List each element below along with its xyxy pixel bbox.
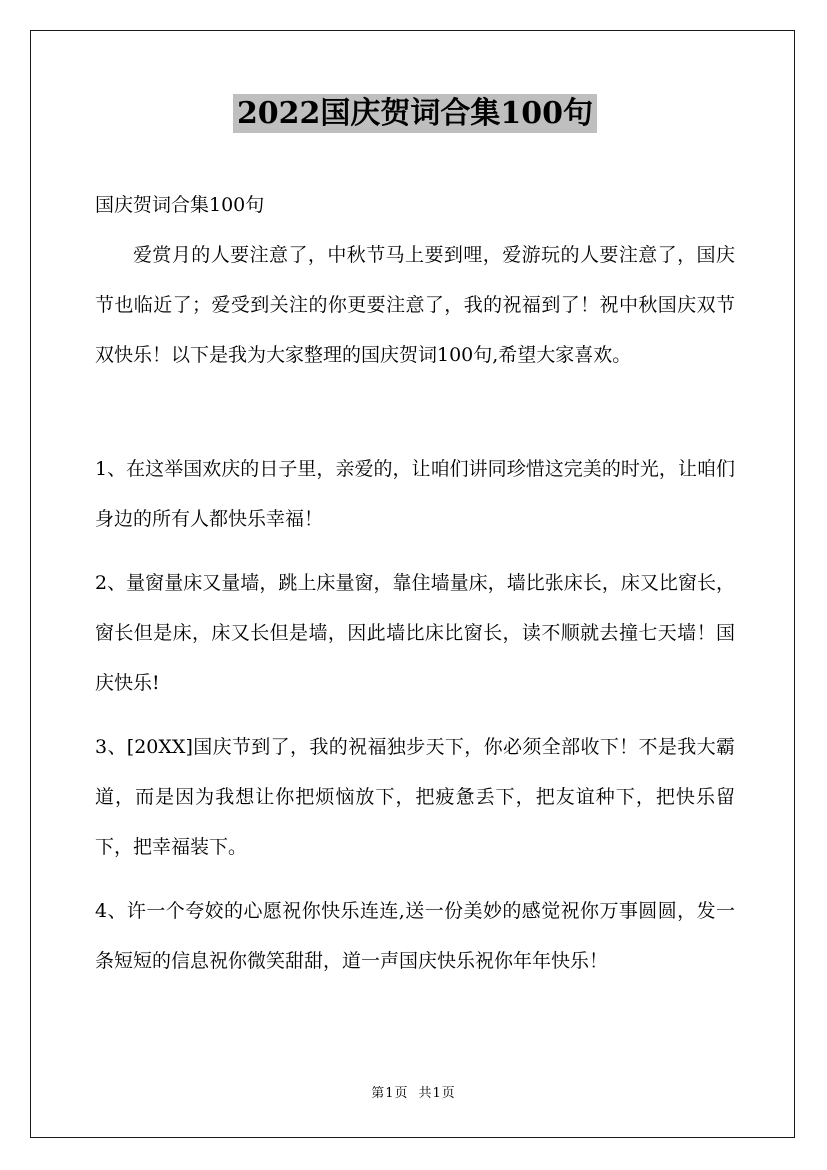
page-title-text: 2022国庆贺词合集100句 — [233, 94, 597, 133]
list-item-2: 2、量窗量床又量墙，跳上床量窗，靠住墙量床，墙比张床长，床又比窗长，窗长但是床，床又长但是墙，因此墙比床比窗长，读不顺就去撞七天墙！国庆快乐! — [95, 572, 735, 694]
page-footer — [0, 1082, 827, 1101]
intro-paragraph: 爱赏月的人要注意了，中秋节马上要到哩，爱游玩的人要注意了，国庆节也临近了；爱受到关注的你更要注意了，我的祝福到了！祝中秋国庆双节双快乐！以下是我为大家整理的国庆贺词100句,希望大家喜欢。 — [95, 244, 735, 366]
list-item-3: 3、[20XX]国庆节到了，我的祝福独步天下，你必须全部收下！不是我大霸道，而是因为我想让你把烦恼放下，把疲惫丢下，把友谊种下，把快乐留下，把幸福装下。 — [95, 736, 735, 858]
footer-total-pages: 共1页 — [418, 1086, 456, 1101]
page-title — [95, 92, 735, 136]
footer-page-number: 第1页 — [371, 1086, 409, 1101]
document-subtitle: 国庆贺词合集100句 — [95, 194, 265, 216]
list-item-1: 1、在这举国欢庆的日子里，亲爱的，让咱们讲同珍惜这完美的时光，让咱们身边的所有人都快乐幸福！ — [95, 458, 735, 530]
document-content — [95, 92, 735, 1000]
list-item-4: 4、许一个夸姣的心愿祝你快乐连连,送一份美妙的感觉祝你万事圆圆，发一条短短的信息祝你微笑甜甜，道一声国庆快乐祝你年年快乐！ — [95, 900, 735, 972]
